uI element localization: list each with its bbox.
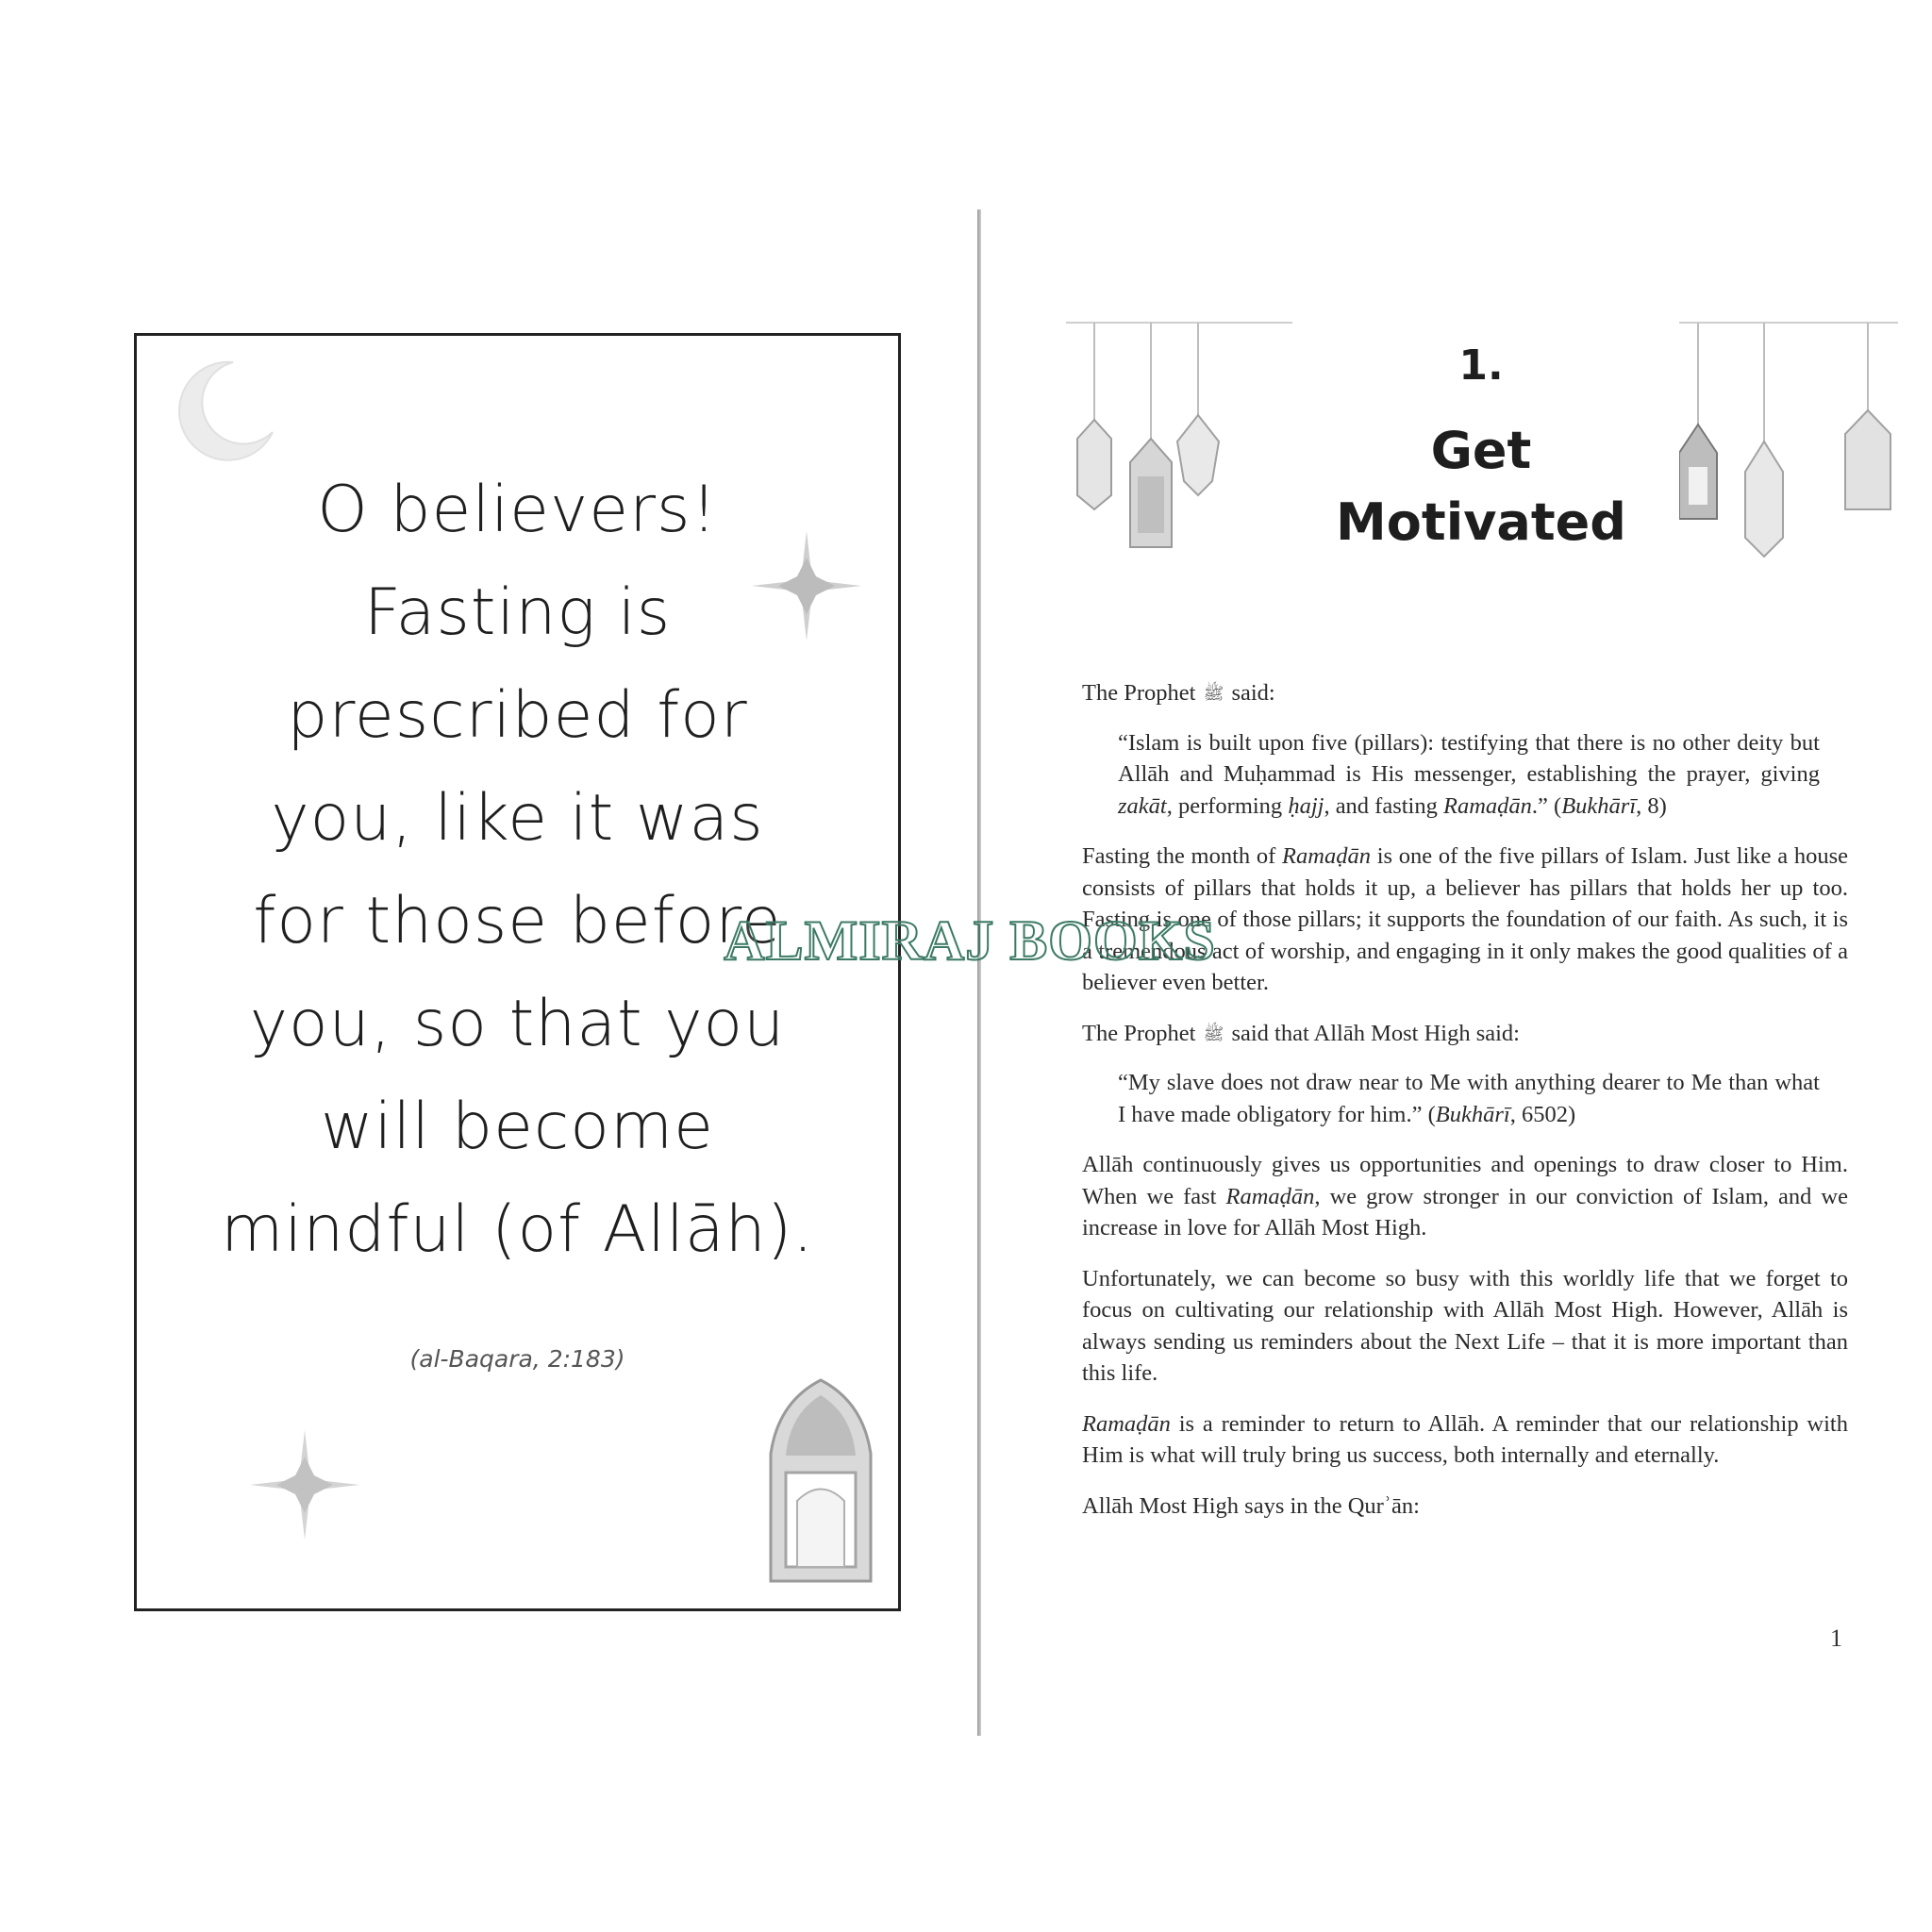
watermark: ALMIRAJ BOOKS bbox=[724, 909, 1216, 972]
star-icon bbox=[248, 1428, 361, 1541]
verse-line: O believers! bbox=[317, 473, 718, 547]
text: “My slave does not draw near to Me with anything dearer to Me than what I have made obligatory for him.” ( bbox=[1118, 1070, 1820, 1127]
text: , 8) bbox=[1636, 792, 1667, 819]
text: The Prophet bbox=[1082, 1020, 1196, 1046]
text: said: bbox=[1231, 680, 1275, 706]
text: is a reminder to return to Allāh. A reminder that our relationship with Him is what will truly bring us success, both internally and eternally. bbox=[1082, 1410, 1848, 1468]
italic-term: Ramaḍān bbox=[1082, 1410, 1171, 1437]
paragraph bbox=[1082, 1149, 1848, 1244]
italic-term: Ramaḍān bbox=[1282, 843, 1371, 869]
text: , performing bbox=[1166, 792, 1289, 819]
page-number: 1 bbox=[1830, 1624, 1842, 1652]
chapter-title-line: Get bbox=[1430, 421, 1532, 480]
honorific-glyph: ﷺ bbox=[1203, 684, 1224, 703]
hadith-source: Bukhārī bbox=[1435, 1101, 1510, 1127]
text: , and fasting bbox=[1324, 792, 1443, 819]
text: Allāh continuously gives us opportunities and openings to draw closer to Him. When we fast bbox=[1082, 1152, 1848, 1209]
honorific-glyph: ﷺ bbox=[1203, 1024, 1224, 1043]
paragraph: Allāh Most High says in the Qurʾān: bbox=[1082, 1492, 1420, 1519]
quran-verse bbox=[137, 458, 898, 1281]
italic-term: ḥajj bbox=[1288, 792, 1324, 819]
verse-line: prescribed for bbox=[287, 678, 748, 753]
text: .” ( bbox=[1531, 792, 1562, 819]
chapter-number: 1. bbox=[1458, 341, 1504, 390]
italic-term: Ramaḍān bbox=[1225, 1183, 1315, 1209]
paragraph bbox=[1082, 1408, 1848, 1472]
text: , we grow stronger in our conviction of Islam, and we increase in love for Allāh Most High. bbox=[1082, 1183, 1848, 1241]
paragraph bbox=[1082, 1018, 1848, 1051]
text: said that Allāh Most High said: bbox=[1231, 1020, 1520, 1046]
paragraph: Unfortunately, we can become so busy with this worldly life that we forget to focus on cultivating our relationship with Allāh Most High. However, Allāh is always sending us reminders about the Next Life – that it is more important than this life. bbox=[1082, 1265, 1848, 1386]
paragraph bbox=[1082, 677, 1848, 710]
hadith-quote bbox=[1118, 1067, 1820, 1130]
chapter-title bbox=[1075, 415, 1887, 558]
verse-citation: (al-Baqara, 2:183) bbox=[409, 1345, 625, 1373]
text: Fasting the month of bbox=[1082, 843, 1283, 869]
crescent-moon-icon bbox=[167, 355, 280, 468]
text: is one of the five pillars of Islam. Just like a house consists of pillars that holds it up, a believer has pillars that holds her up too. Fasting is one of those pillars; it supports the foundation of our faith. As such, it is a tremendous act of worship, and engaging in it only makes the good qualities of a believer even better. bbox=[1082, 843, 1849, 995]
text: “Islam is built upon five (pillars): testifying that there is no other deity but Allāh and Muḥammad is His messenger, establishing the prayer, giving bbox=[1118, 729, 1820, 787]
verse-line: you, so that you bbox=[249, 987, 786, 1061]
hadith-quote bbox=[1118, 727, 1820, 823]
verse-line: you, like it was bbox=[271, 781, 764, 856]
lantern-icon bbox=[759, 1378, 882, 1586]
italic-term: zakāt bbox=[1118, 792, 1167, 819]
verse-line: mindful (of Allāh). bbox=[221, 1192, 814, 1267]
verse-line: will become bbox=[321, 1090, 714, 1164]
text: , 6502) bbox=[1509, 1101, 1576, 1127]
chapter-title-line: Motivated bbox=[1336, 492, 1626, 552]
chapter-header bbox=[1075, 330, 1887, 585]
verse-line: Fasting is bbox=[363, 575, 672, 650]
text: The Prophet bbox=[1082, 680, 1196, 706]
verse-line: for those before bbox=[253, 884, 782, 958]
hadith-source: Bukhārī bbox=[1561, 792, 1637, 819]
chapter-body bbox=[1082, 677, 1848, 1541]
italic-term: Ramaḍān bbox=[1443, 792, 1532, 819]
